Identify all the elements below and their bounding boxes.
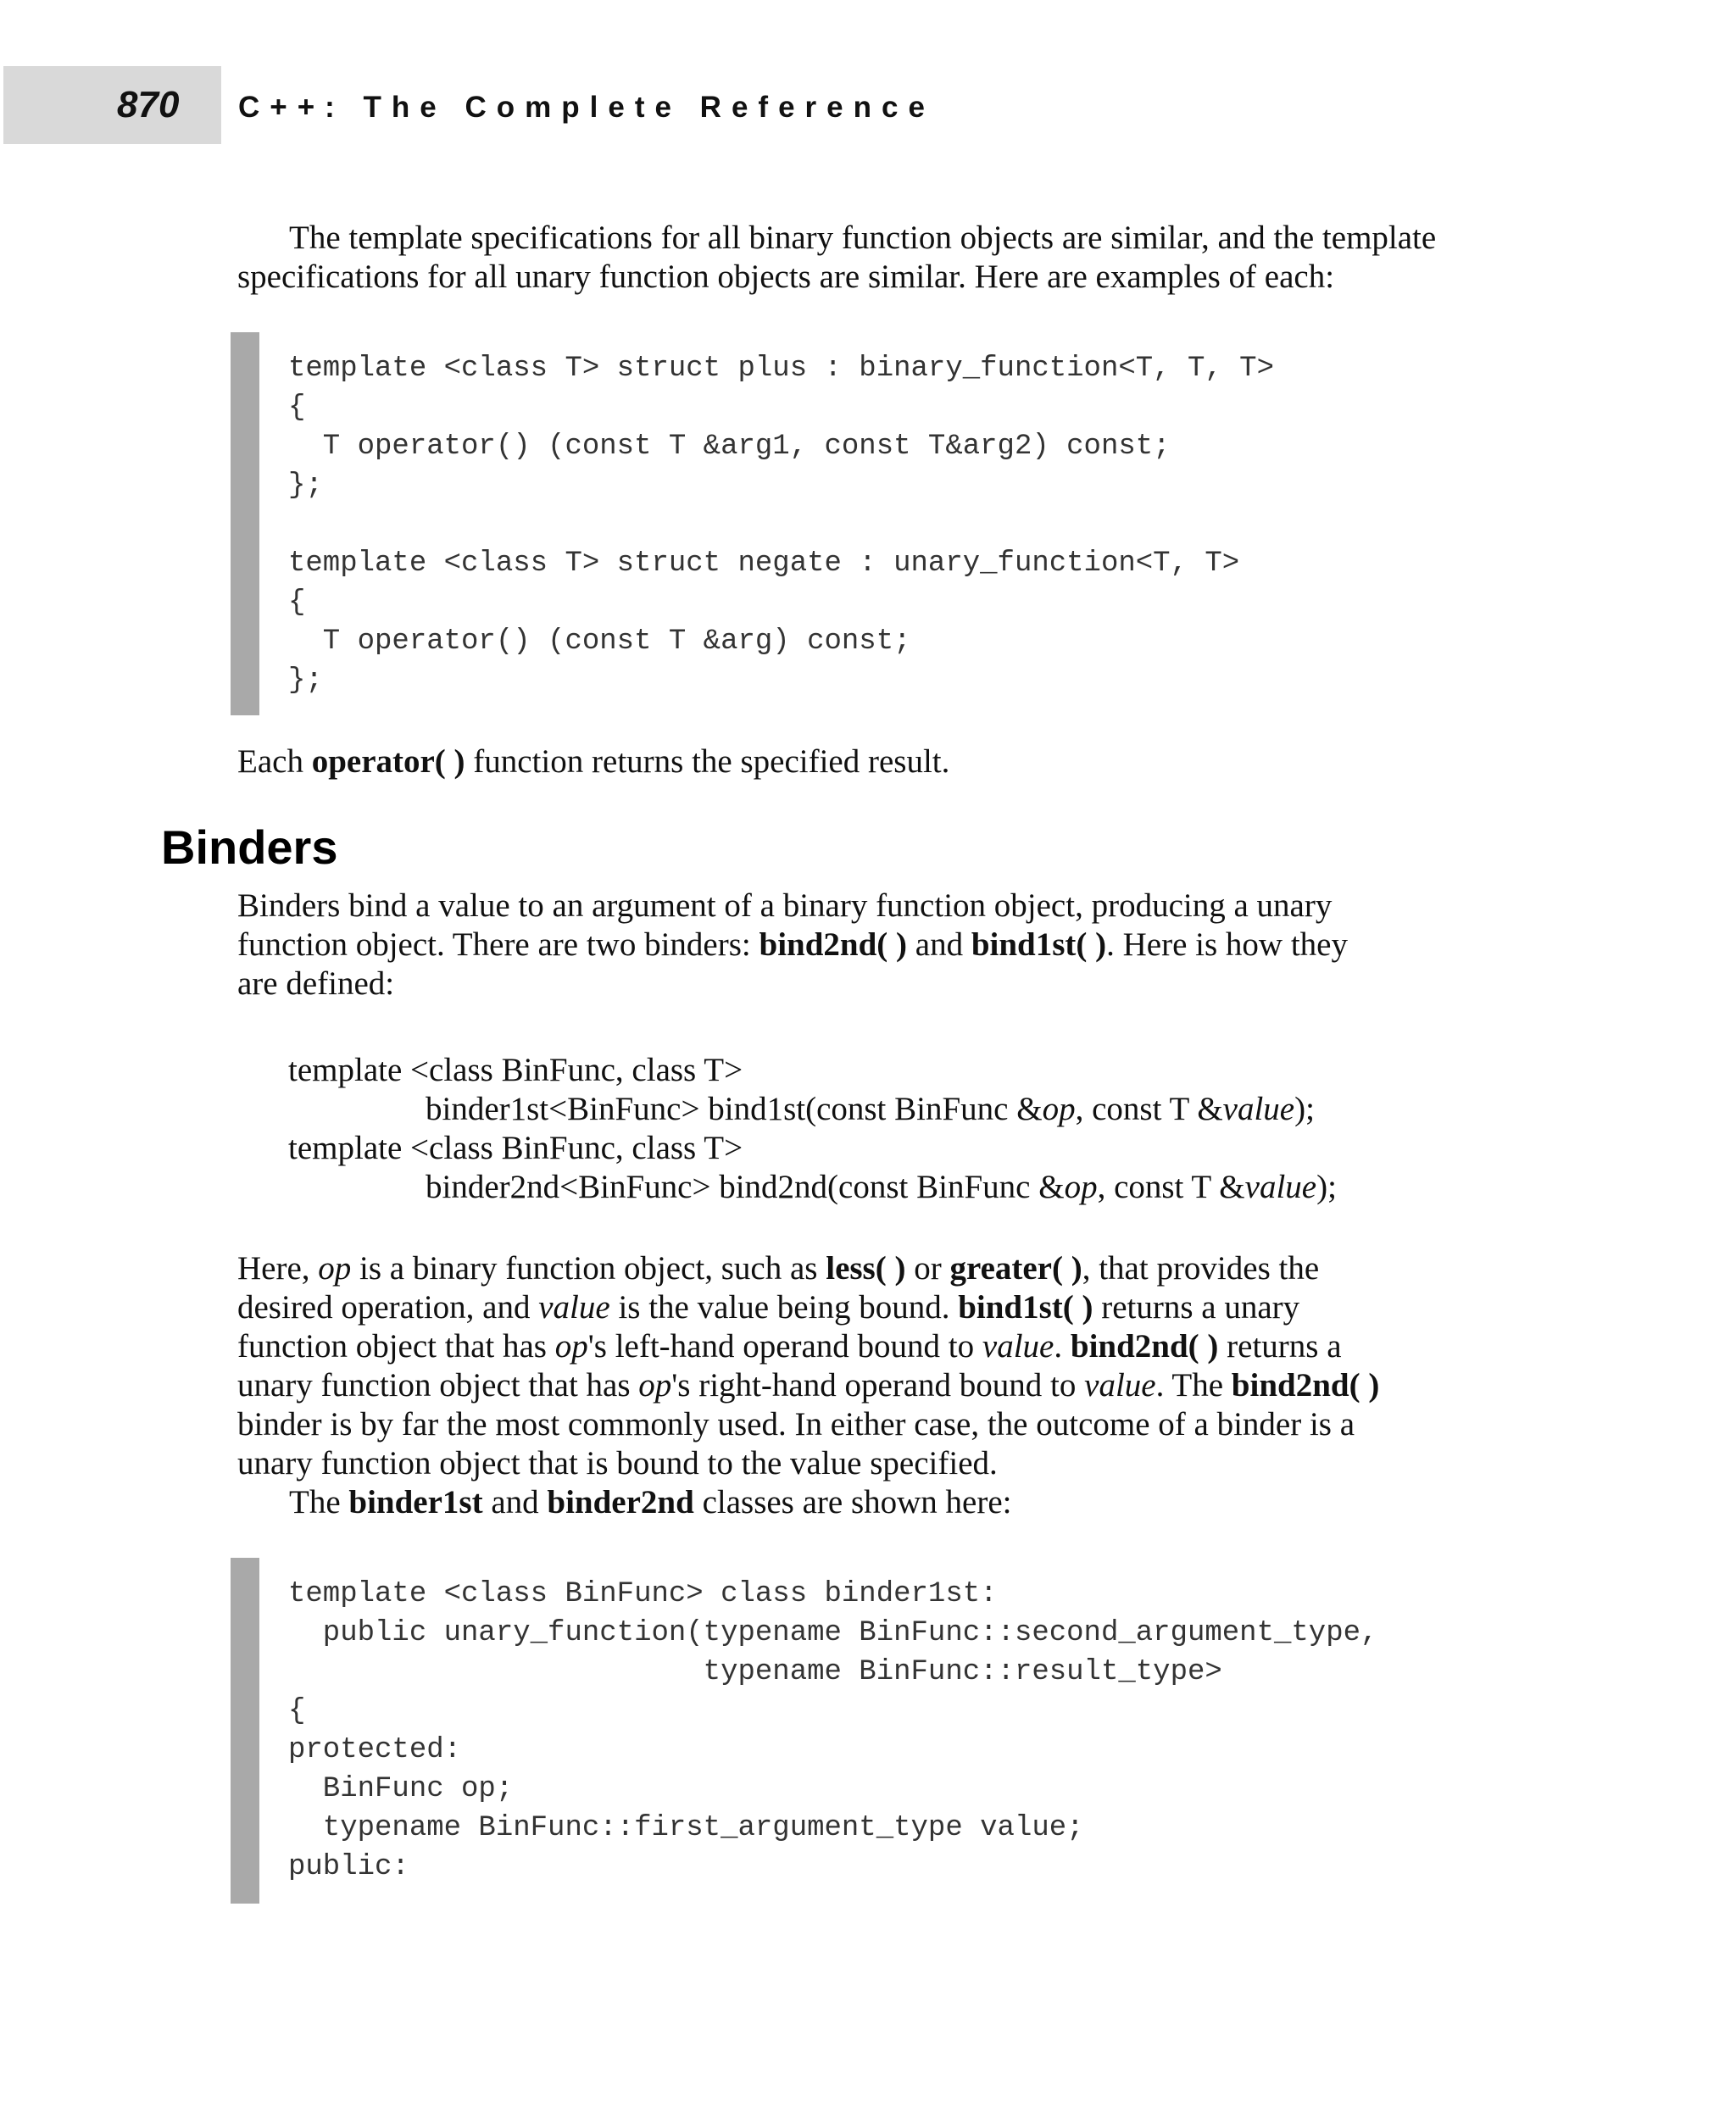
code-line: { bbox=[288, 392, 306, 424]
explanation-line: unary function object that has op's right-hand operand bound to value. The bind2nd( ) bbox=[237, 1367, 1380, 1404]
code-block-binder1st bbox=[231, 1558, 1485, 1904]
code-line: { bbox=[288, 1695, 306, 1727]
classes-intro-line: The binder1st and binder2nd classes are shown here: bbox=[289, 1484, 1012, 1520]
code-line: T operator() (const T &arg1, const T&arg2) const; bbox=[288, 431, 1171, 463]
prototype-template-line: template <class BinFunc, class T> bbox=[288, 1052, 743, 1088]
explanation-line: binder is by far the most commonly used. In either case, the outcome of a binder is a bbox=[237, 1406, 1355, 1443]
code-line: protected: bbox=[288, 1734, 462, 1766]
intro-line-1: The template specifications for all binary function objects are similar, and the template bbox=[289, 220, 1437, 256]
operator-note-text: Each bbox=[237, 743, 312, 780]
binders-intro-line: are defined: bbox=[237, 965, 395, 1002]
explanation-line: Here, op is a binary function object, such as less( ) or greater( ), that provides the bbox=[237, 1250, 1320, 1287]
intro-line-2: specifications for all unary function objects are similar. Here are examples of each: bbox=[237, 259, 1335, 295]
operator-note-text: function returns the specified result. bbox=[465, 743, 950, 780]
binders-intro-paragraph bbox=[237, 887, 1475, 1003]
explanation-line: function object that has op's left-hand operand bound to value. bind2nd( ) returns a bbox=[237, 1328, 1342, 1365]
code-listing-1 bbox=[288, 349, 1274, 700]
code-line: template <class BinFunc> class binder1st: bbox=[288, 1578, 998, 1610]
code-listing-2 bbox=[288, 1575, 1377, 1887]
operator-note bbox=[237, 742, 1475, 781]
code-line: T operator() (const T &arg) const; bbox=[288, 625, 911, 658]
page-number: 870 bbox=[117, 84, 180, 125]
intro-paragraph bbox=[237, 219, 1475, 297]
binders-explanation-paragraph bbox=[237, 1249, 1475, 1522]
code-line: }; bbox=[288, 470, 323, 502]
code-line: public unary_function(typename BinFunc::second_argument_type, bbox=[288, 1617, 1378, 1649]
binder-prototypes bbox=[288, 1051, 1475, 1207]
code-line: }; bbox=[288, 664, 323, 697]
code-line: typename BinFunc::first_argument_type value; bbox=[288, 1812, 1084, 1844]
bind2nd-keyword: bind2nd( ) bbox=[759, 926, 908, 963]
code-line: template <class T> struct plus : binary_function<T, T, T> bbox=[288, 353, 1274, 385]
prototype-template-line: template <class BinFunc, class T> bbox=[288, 1130, 743, 1166]
bind1st-keyword: bind1st( ) bbox=[971, 926, 1107, 963]
code-line: typename BinFunc::result_type> bbox=[288, 1656, 1222, 1688]
code-line: { bbox=[288, 587, 306, 619]
code-block-function-objects bbox=[231, 332, 1485, 715]
binders-intro-text: . Here is how they bbox=[1106, 926, 1348, 963]
binders-intro-text: function object. There are two binders: bbox=[237, 926, 760, 963]
explanation-line: desired operation, and value is the value being bound. bind1st( ) returns a unary bbox=[237, 1289, 1300, 1326]
section-heading-binders: Binders bbox=[161, 820, 338, 874]
code-margin-bar bbox=[231, 332, 259, 715]
prototype-bind2nd: binder2nd<BinFunc> bind2nd(const BinFunc &op, const T &value); bbox=[426, 1169, 1337, 1205]
code-line bbox=[288, 505, 1274, 544]
running-head: C++: The Complete Reference bbox=[238, 91, 935, 124]
binders-intro-text: and bbox=[907, 926, 971, 963]
prototype-bind1st: binder1st<BinFunc> bind1st(const BinFunc &op, const T &value); bbox=[426, 1091, 1315, 1127]
code-line: template <class T> struct negate : unary_function<T, T> bbox=[288, 548, 1240, 580]
code-line: public: bbox=[288, 1851, 409, 1883]
code-line: BinFunc op; bbox=[288, 1773, 514, 1805]
explanation-line: unary function object that is bound to the value specified. bbox=[237, 1445, 998, 1482]
code-margin-bar bbox=[231, 1558, 259, 1904]
binders-intro-line: Binders bind a value to an argument of a binary function object, producing a unary bbox=[237, 887, 1333, 924]
operator-keyword: operator( ) bbox=[311, 743, 465, 780]
